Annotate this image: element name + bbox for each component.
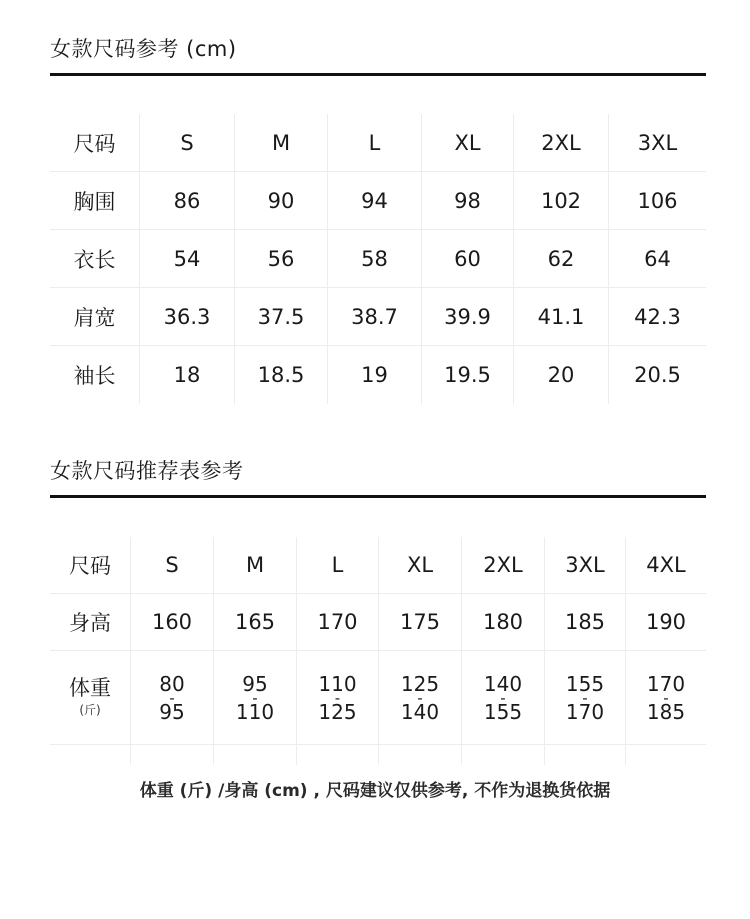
table-header-cell: 3XL xyxy=(608,114,706,172)
table-spacer xyxy=(461,745,544,765)
table-cell xyxy=(461,651,544,745)
table-cell xyxy=(544,651,625,745)
table-cell: 42.3 xyxy=(608,288,706,346)
range-min: 170 xyxy=(646,671,686,696)
range-min: 80 xyxy=(159,671,185,696)
recommendation-title: 女款尺码推荐表参考 xyxy=(50,459,244,483)
table-header-cell: XL xyxy=(421,114,513,172)
title-divider xyxy=(50,73,706,76)
table-header-cell: S xyxy=(139,114,234,172)
row-label: 袖长 xyxy=(73,364,116,388)
table-cell: 19 xyxy=(327,346,421,404)
table-cell: 86 xyxy=(139,172,234,230)
table-cell: 39.9 xyxy=(421,288,513,346)
table-header-cell: M xyxy=(213,537,296,594)
row-label xyxy=(50,651,130,745)
range-min: 155 xyxy=(565,671,605,696)
table-spacer xyxy=(296,745,378,765)
range-max: 170 xyxy=(565,699,605,724)
table-cell xyxy=(296,651,378,745)
table-cell: 190 xyxy=(625,594,706,651)
range-min: 95 xyxy=(242,671,268,696)
table-cell: 160 xyxy=(130,594,213,651)
table-cell: 20 xyxy=(513,346,608,404)
table-cell: 62 xyxy=(513,230,608,288)
table-header-cell: M xyxy=(234,114,327,172)
table-header-cell: 2XL xyxy=(461,537,544,594)
table-cell: 38.7 xyxy=(327,288,421,346)
table-cell: 94 xyxy=(327,172,421,230)
table-cell: 180 xyxy=(461,594,544,651)
table-header-cell: 2XL xyxy=(513,114,608,172)
table-cell: 185 xyxy=(544,594,625,651)
table-cell: 37.5 xyxy=(234,288,327,346)
weight-unit: (斤) xyxy=(79,703,101,718)
title-divider xyxy=(50,495,706,498)
row-label: 胸围 xyxy=(50,172,139,230)
row-label: 衣长 xyxy=(50,230,139,288)
table-cell: 64 xyxy=(608,230,706,288)
table-cell: 54 xyxy=(139,230,234,288)
table-cell: 41.1 xyxy=(513,288,608,346)
size-chart-table xyxy=(50,114,706,404)
table-header-cell: 3XL xyxy=(544,537,625,594)
table-cell: 36.3 xyxy=(139,288,234,346)
table-cell: 20.5 xyxy=(608,346,706,404)
table-spacer xyxy=(625,745,706,765)
range-max: 140 xyxy=(400,699,440,724)
range-max: 95 xyxy=(159,699,185,724)
recommendation-table xyxy=(50,537,706,765)
table-header-cell: L xyxy=(296,537,378,594)
table-cell: 170 xyxy=(296,594,378,651)
table-spacer xyxy=(378,745,461,765)
table-header-cell: XL xyxy=(378,537,461,594)
table-cell: 106 xyxy=(608,172,706,230)
range-max: 185 xyxy=(646,699,686,724)
table-spacer xyxy=(50,745,130,765)
size-chart-title: 女款尺码参考 (cm) xyxy=(50,37,237,61)
table-header-cell: 4XL xyxy=(625,537,706,594)
table-header-cell: 尺码 xyxy=(50,537,130,594)
table-cell xyxy=(378,651,461,745)
table-cell: 90 xyxy=(234,172,327,230)
table-header-cell: 尺码 xyxy=(50,114,139,172)
table-cell: 175 xyxy=(378,594,461,651)
range-min: 110 xyxy=(318,671,357,696)
table-cell: 165 xyxy=(213,594,296,651)
table-cell: 58 xyxy=(327,230,421,288)
table-cell: 19.5 xyxy=(421,346,513,404)
table-spacer xyxy=(544,745,625,765)
table-cell: 98 xyxy=(421,172,513,230)
range-min: 140 xyxy=(483,671,523,696)
range-max: 155 xyxy=(483,699,523,724)
row-label: 肩宽 xyxy=(50,288,139,346)
weight-label: 体重 xyxy=(69,676,111,701)
table-cell xyxy=(130,651,213,745)
row-label: 身高 xyxy=(50,594,130,651)
table-cell: 102 xyxy=(513,172,608,230)
table-cell: 18.5 xyxy=(234,346,327,404)
range-max: 125 xyxy=(318,699,357,724)
table-cell xyxy=(213,651,296,745)
table-spacer xyxy=(130,745,213,765)
table-header-cell: S xyxy=(130,537,213,594)
table-cell xyxy=(625,651,706,745)
range-max: 110 xyxy=(235,699,275,724)
range-min: 125 xyxy=(400,671,440,696)
table-cell: 60 xyxy=(421,230,513,288)
table-cell: 18 xyxy=(139,346,234,404)
table-header-cell: L xyxy=(327,114,421,172)
table-cell: 56 xyxy=(234,230,327,288)
disclaimer-note: 体重 (斤) /身高 (cm) , 尺码建议仅供参考, 不作为退换货依据 xyxy=(139,781,611,801)
table-spacer xyxy=(213,745,296,765)
